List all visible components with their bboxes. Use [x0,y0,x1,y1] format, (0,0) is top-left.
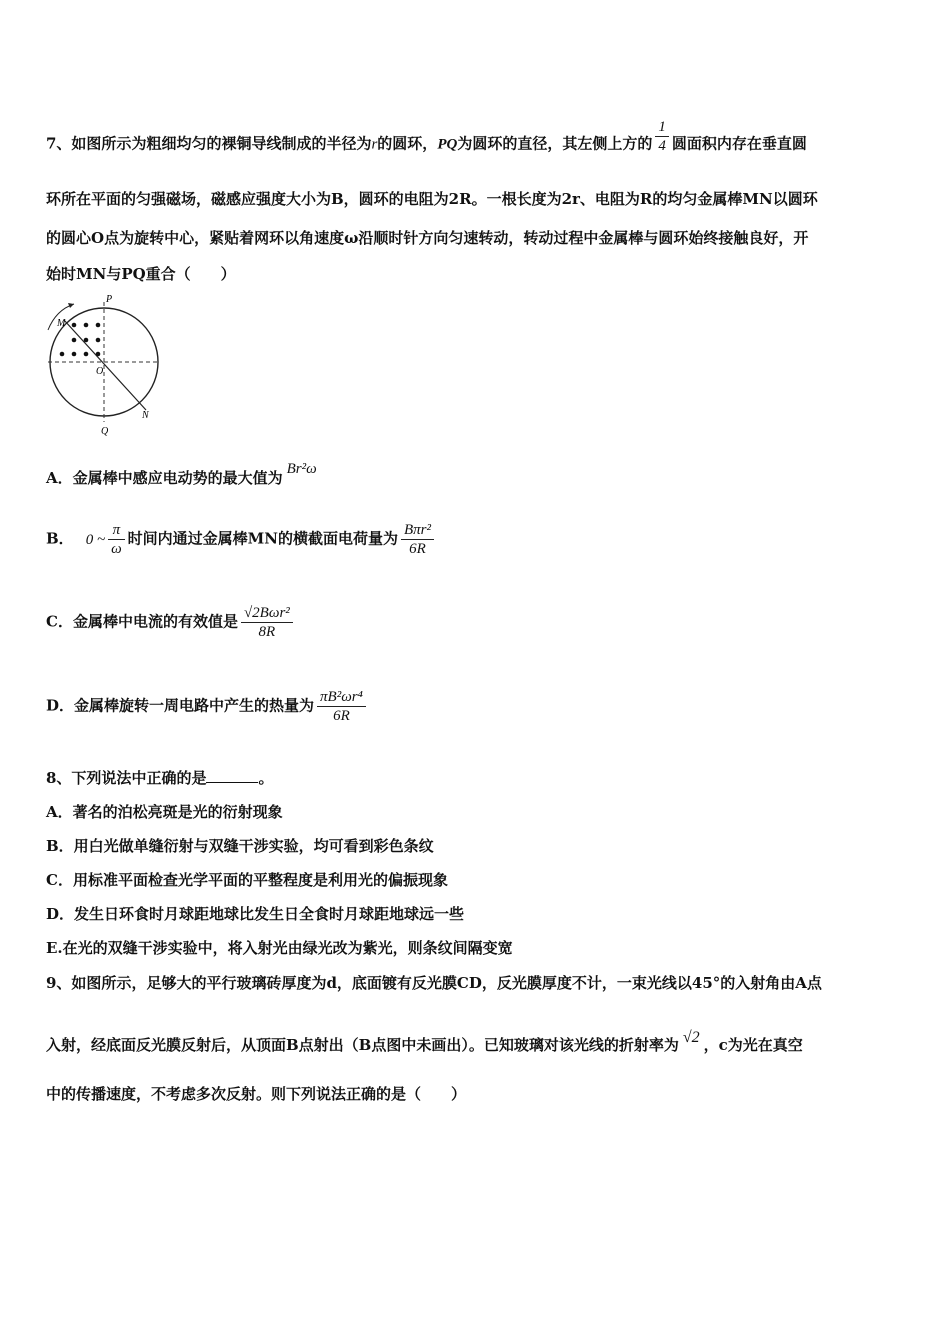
q7-option-c: C．金属棒中电流的有效值是 $\frac{\text{√2Bωr²}}{8R}$ [46,604,296,641]
arrow-head-icon [68,303,74,308]
rod-mn [64,320,146,410]
ring-figure [44,292,168,437]
label-o: O [96,366,104,377]
q7-text: 为圆环的直径，其左侧上方的 [457,134,653,153]
q7-line-4: 始时MN与PQ重合（ ） [46,265,236,283]
q7-line-2: 环所在平面的匀强磁场，磁感应强度大小为B，圆环的电阻为2R。一根长度为2r、电阻为R的均匀金属棒MN以圆环 [46,190,818,208]
q8-option-b: B．用白光做单缝衍射与双缝干涉实验，均可看到彩色条纹 [46,837,434,855]
q8-option-c: C．用标准平面检查光学平面的平整程度是利用光的偏振现象 [46,871,448,889]
option-a-math: Br²ω [286,461,317,477]
q7-line-3: 的圆心O点为旋转中心，紧贴着网环以角速度ω沿顺时针方向匀速转动，转动过程中金属棒与圆环始终接触良好，开 [46,229,809,247]
answer-blank [206,768,258,783]
magnetic-field-dots [60,323,101,357]
option-b-range: 0 ~ [85,531,106,548]
label-q: Q [101,426,109,437]
q8-option-a: A．著名的泊松亮斑是光的衍射现象 [46,803,283,821]
q7-text: 圆面积内存在垂直圆 [671,134,807,153]
pi-over-omega-fraction: $\frac{\pi}{\omega}$ [108,521,125,558]
q8-option-d: D．发生日环食时月球距地球比发生日全食时月球距地球远一些 [46,905,465,923]
q7-text: 7、如图所示为粗细均匀的裸铜导线制成的半径为 [46,134,372,153]
q9-line-2: 入射，经底面反光膜反射后，从顶面B点射出（B点图中未画出）。已知玻璃对该光线的折射率为 √2 ，c为光在真空 [46,1029,803,1054]
q9-line-3: 中的传播速度，不考虑多次反射。则下列说法正确的是（ ） [46,1085,467,1103]
q7-line-1 [46,119,807,163]
q7-option-b: B． 0 ~ $\frac{\pi}{\omega}$ 时间内通过金属棒MN的横截面电荷量为 $\frac{\text{Bπr²}}{6R}$ [46,521,437,558]
quarter-fraction: $\frac{1}{4}$ [655,118,669,155]
q7-var-pq: PQ [437,136,458,153]
q9-line-1: 9、如图所示，足够大的平行玻璃砖厚度为d，底面镀有反光膜CD，反光膜厚度不计，一束光线以45°的入射角由A点 [46,974,822,992]
q8-stem: 8、下列说法中正确的是 。 [46,769,274,787]
option-c-fraction: $\frac{\text{√2Bωr²}}{8R}$ [241,604,293,641]
q7-text: 的圆环， [377,134,438,153]
q7-option-d: D．金属棒旋转一周电路中产生的热量为 $\frac{\text{πB²ωr⁴}}{6R}$ [46,688,369,725]
label-p: P [106,294,113,305]
q7-var-r: r [371,136,378,153]
label-m: M [57,318,66,329]
sqrt2-math: √2 [682,1029,700,1046]
q8-option-e: E.在光的双缝干涉实验中，将入射光由绿光改为紫光，则条纹间隔变宽 [46,939,513,957]
option-d-fraction: $\frac{\text{πB²ωr⁴}}{6R}$ [317,688,366,725]
q7-option-a: A．金属棒中感应电动势的最大值为 Br²ω [46,461,317,487]
label-n: N [142,410,149,421]
option-b-fraction: $\frac{\text{Bπr²}}{6R}$ [401,521,434,558]
